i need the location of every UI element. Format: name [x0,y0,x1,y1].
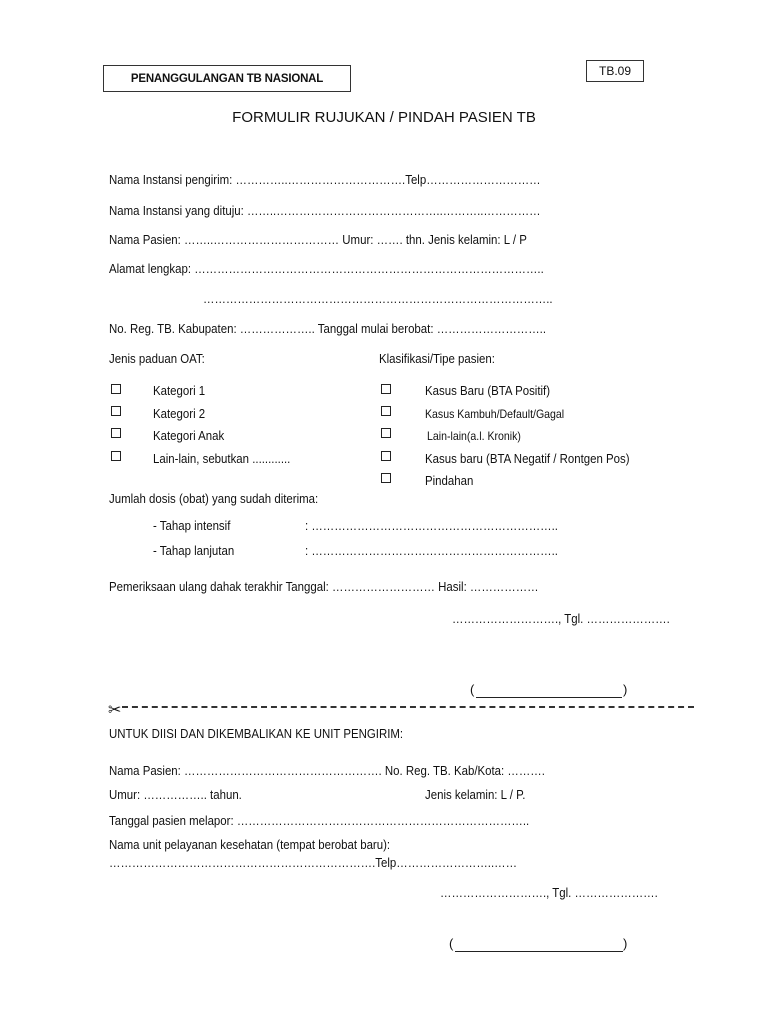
form-code: TB.09 [598,64,631,78]
checkbox-kasus-baru-bta-negatif[interactable] [381,451,391,461]
checkbox-lain-lain-kronik[interactable] [381,428,391,438]
return-signature-open-paren: ( [449,936,454,951]
option-kasus-kambuh: Kasus Kambuh/Default/Gagal [425,407,565,421]
field-return-tanggal-melapor[interactable]: Tanggal pasien melapor: ………………………………………………………………….. [109,813,530,828]
tahap-intensif-label: - Tahap intensif [153,518,231,533]
field-alamat[interactable]: Alamat lengkap: ……………………………………………………………………………….. [109,261,544,276]
option-kategori-anak: Kategori Anak [153,428,225,443]
option-kasus-baru-bta-negatif: Kasus baru (BTA Negatif / Rontgen Pos) [425,451,630,466]
checkbox-pindahan[interactable] [381,473,391,483]
option-lain-lain: Lain-lain, sebutkan ............ [153,451,291,466]
field-return-umur[interactable]: Umur: …………….. tahun. [109,787,242,802]
checkbox-kasus-baru-bta-positif[interactable] [381,384,391,394]
signature-open-paren: ( [470,682,475,697]
return-unit-label: Nama unit pelayanan kesehatan (tempat berobat baru): [109,837,391,852]
option-pindahan: Pindahan [425,473,474,488]
option-kategori-1: Kategori 1 [153,383,206,398]
klasifikasi-heading: Klasifikasi/Tipe pasien: [379,351,495,366]
tahap-intensif-value[interactable]: : ……………………………………………………….. [305,518,558,533]
return-signature-close-paren: ) [623,936,628,951]
field-noreg-tanggal[interactable]: No. Reg. TB. Kabupaten: ……………….. Tanggal mulai berobat: ……………………….. [109,321,547,336]
scissors-icon: ✂ [108,702,122,719]
field-nama-pasien[interactable]: Nama Pasien: ……..…………………………… Umur: ……. thn. Jenis kelamin: L / P [109,232,527,247]
field-instansi-pengirim[interactable]: Nama Instansi pengirim: …………..………………………….Telp………………………… [109,172,541,187]
field-alamat-cont[interactable]: ……………………………………………………………………………….. [203,291,553,306]
form-code-box [586,60,644,82]
tahap-lanjutan-value[interactable]: : ……………………………………………………….. [305,543,558,558]
field-return-nama-pasien[interactable]: Nama Pasien: ……………………………………………. No. Reg. TB. Kab/Kota: ………. [109,763,545,778]
oat-heading: Jenis paduan OAT: [109,351,205,366]
field-return-place-date[interactable]: ………………………., Tgl. …………………. [440,885,658,900]
signature-line[interactable] [476,697,622,698]
field-pemeriksaan-dahak[interactable]: Pemeriksaan ulang dahak terakhir Tanggal: ……………………… Hasil: ……………… [109,579,539,594]
option-kategori-2: Kategori 2 [153,406,206,421]
program-title: PENANGGULANGAN TB NASIONAL [130,72,324,85]
form-title: FORMULIR RUJUKAN / PINDAH PASIEN TB [232,109,536,126]
checkbox-kategori-1[interactable] [111,384,121,394]
checkbox-kategori-2[interactable] [111,406,121,416]
program-title-box [103,65,351,92]
dosis-heading: Jumlah dosis (obat) yang sudah diterima: [109,491,319,506]
return-signature-line[interactable] [455,951,623,952]
return-section-heading: UNTUK DIISI DAN DIKEMBALIKAN KE UNIT PENGIRIM: [109,726,404,741]
tahap-lanjutan-label: - Tahap lanjutan [153,543,235,558]
checkbox-kategori-anak[interactable] [111,428,121,438]
checkbox-kasus-kambuh[interactable] [381,406,391,416]
field-instansi-dituju[interactable]: Nama Instansi yang dituju: ……..……………………………………..………..…………… [109,203,541,218]
field-return-jenis-kelamin[interactable]: Jenis kelamin: L / P. [425,787,526,802]
option-lain-lain-kronik: Lain-lain(a.l. Kronik) [427,429,521,443]
option-kasus-baru-bta-positif: Kasus Baru (BTA Positif) [425,383,551,398]
cut-line [122,706,694,708]
checkbox-lain-lain[interactable] [111,451,121,461]
field-return-unit[interactable]: …………………………………………………………….Telp……………………..…… [109,855,518,870]
signature-close-paren: ) [623,682,628,697]
field-place-date[interactable]: ………………………., Tgl. …………………. [452,611,670,626]
